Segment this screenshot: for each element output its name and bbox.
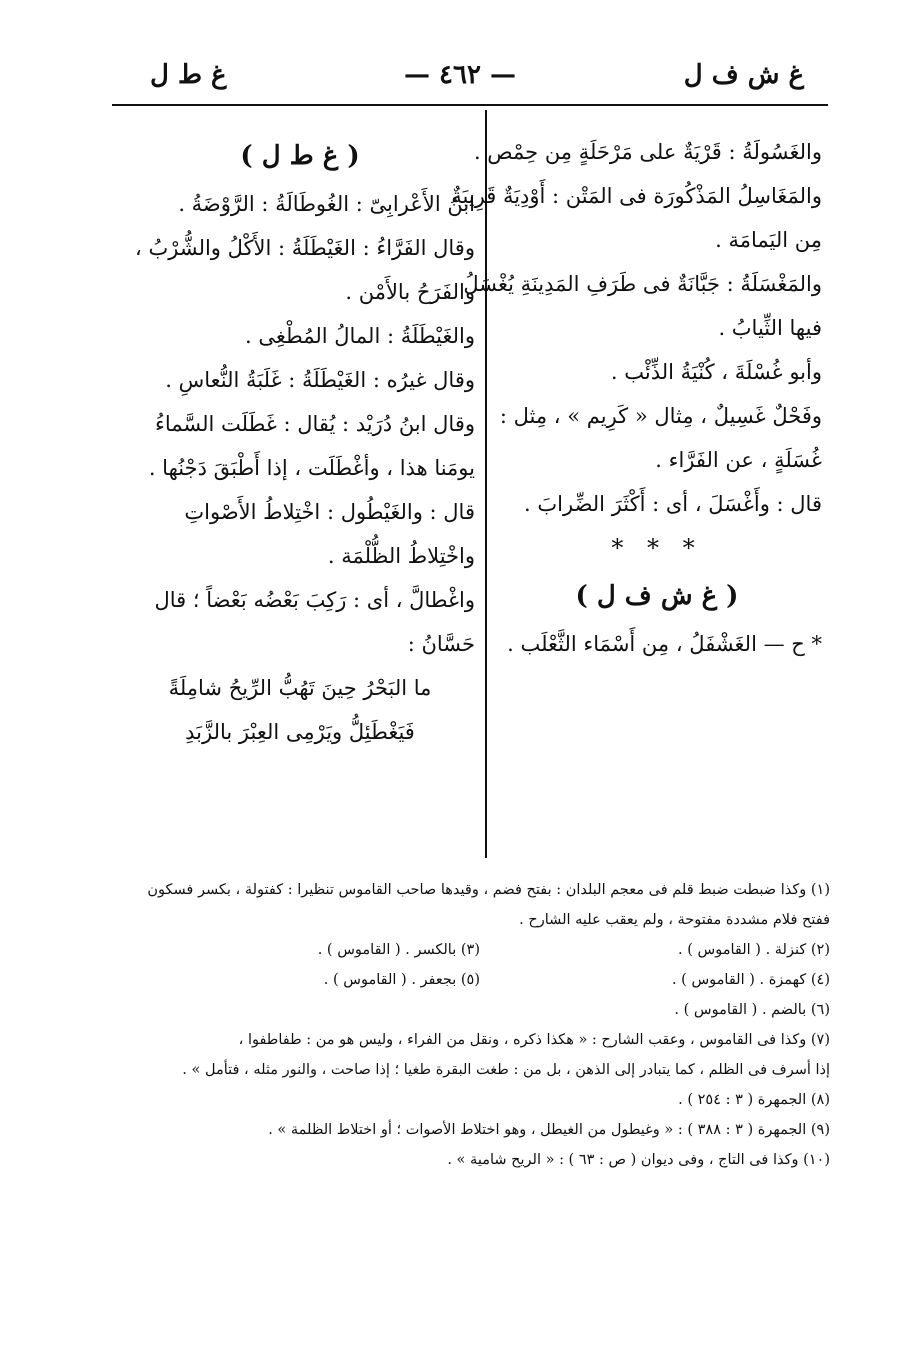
text-line: ابنُ الأَعْرابِىّ : الغُوطَالَةُ : الرَّوْضَةُ . [178, 192, 475, 216]
text-line: والمَغَاسِلُ المَذْكُورَة فى المَتْن : أَوْدِيَةٌ قَرِيبَةٌ [451, 184, 822, 208]
text-line: قال : والغَيْطُول : اخْتِلاطُ الأَصْواتِ [184, 500, 475, 524]
footnote: (٢) كنزلة . ( القاموس ) . [678, 942, 830, 958]
running-head-right: غ ش ف ل [683, 60, 804, 90]
page-number: — ٤٦٢ — [403, 60, 517, 90]
footnote-row [130, 935, 830, 965]
footnote: (٤) كهمزة . ( القاموس ) . [671, 972, 830, 988]
text-line: واغْطالَّ ، أى : رَكِبَ بَعْضُه بَعْضاً ؛ قال [154, 588, 475, 612]
entry-heading-ghshfl: ( غ ش ف ل ) [575, 581, 739, 611]
text-line: واخْتِلاطُ الظُّلْمَة . [327, 544, 475, 568]
footnotes [130, 875, 830, 1175]
text-line: حَسَّانُ : [407, 632, 475, 656]
column-divider [485, 110, 487, 858]
entry-heading-ghtl: ( غ ط ل ) [240, 141, 360, 171]
header-rule [112, 104, 828, 106]
right-column [451, 130, 822, 666]
footnote: (٨) الجمهرة ( ٣ : ٢٥٤ ) . [678, 1092, 830, 1108]
verse-line: ما البَحْرُ حِينَ تَهُبُّ الرِّيحُ شامِلَةً [168, 676, 432, 700]
text-line: وقال ابنُ دُرَيْد : يُقال : غَطَلَت السَّماءُ [154, 412, 475, 436]
footnote: (٧) وكذا فى القاموس ، وعقب الشارح : « هكذا ذكره ، ونقل من الفراء ، وليس هو من : طفاطفوا ، [238, 1032, 830, 1048]
text-line: والمَغْسَلَةُ : جَبَّانَةٌ فى طَرَفِ المَدِينَةِ يُغْسَلُ [463, 272, 822, 296]
text-line: وفَحْلٌ غَسِيلٌ ، مِثال « كَرِيم » ، مِثل : [499, 404, 822, 428]
footnote: ففتح فلام مشددة مفتوحة ، ولم يعقب عليه الشارح . [519, 912, 830, 928]
text-line: والغَسُولَةُ : قَرْيَةٌ على مَرْحَلَةٍ مِن حِمْص . [473, 140, 822, 164]
footnote: (٦) بالضم . ( القاموس ) . [674, 1002, 830, 1018]
text-line: فيها الثِّيابُ . [718, 316, 822, 340]
left-column [125, 130, 475, 754]
text-line: وقال غيرُه : الغَيْطَلَةُ : غَلَبَةُ النُّعاسِ . [165, 368, 475, 392]
text-line: والغَيْطَلَةُ : المالُ المُطْغِى . [245, 324, 475, 348]
text-line: قال : وأَغْسَلَ ، أى : أَكْثَرَ الضِّرابَ . [524, 492, 822, 516]
section-separator: * * * [611, 534, 703, 562]
text-line: والفَرَحُ بالأَمْن . [345, 280, 475, 304]
footnote: إذا أسرف فى الظلم ، كما يتبادر إلى الذهن ، بل من : طغت البقرة طغيا ؛ إذا صاحت ، والنور مثله ، فتأمل » . [182, 1062, 830, 1078]
text-line: وقال الفَرَّاءُ : الغَيْطَلَةُ : الأَكْلُ والشُّرْبُ ، [135, 236, 475, 260]
text-line: غُسَلَةٍ ، عن الفَرَّاء . [655, 448, 822, 472]
text-line: يومَنا هذا ، وأغْطَلَت ، إذا أَطْبَقَ دَجْنُها . [148, 456, 475, 480]
footnote: (١٠) وكذا فى التاج ، وفى ديوان ( ص : ٦٣ ) : « الريح شامية » . [447, 1152, 830, 1168]
text-line: وأبو غُسْلَةَ ، كُنْيَةُ الذِّئْب . [610, 360, 822, 384]
text-line: * ح — الغَشْفَلُ ، مِن أَسْمَاء الثَّعْلَب . [507, 632, 822, 656]
footnote: (٥) بجعفر . ( القاموس ) . [323, 972, 480, 988]
footnote: (٣) بالكسر . ( القاموس ) . [317, 942, 480, 958]
footnote-row [130, 965, 830, 995]
footnote: (٩) الجمهرة ( ٣ : ٣٨٨ ) : « وغيطول من الغيطل ، وهو اختلاط الأصوات ؛ أو اختلاط الظلمة » . [268, 1122, 830, 1138]
running-head-left: غ ط ل [150, 60, 227, 90]
text-line: مِن اليَمامَة . [715, 228, 822, 252]
verse-line: فَيَغْطَئِلُّ ويَرْمِى العِبْرَ بالزَّبَدِ [185, 720, 415, 744]
footnote: (١) وكذا ضبطت ضبط قلم فى معجم البلدان : بفتح فضم ، وقيدها صاحب القاموس تنظيرا : كفتولة ، بكسر فسكون [147, 882, 830, 898]
